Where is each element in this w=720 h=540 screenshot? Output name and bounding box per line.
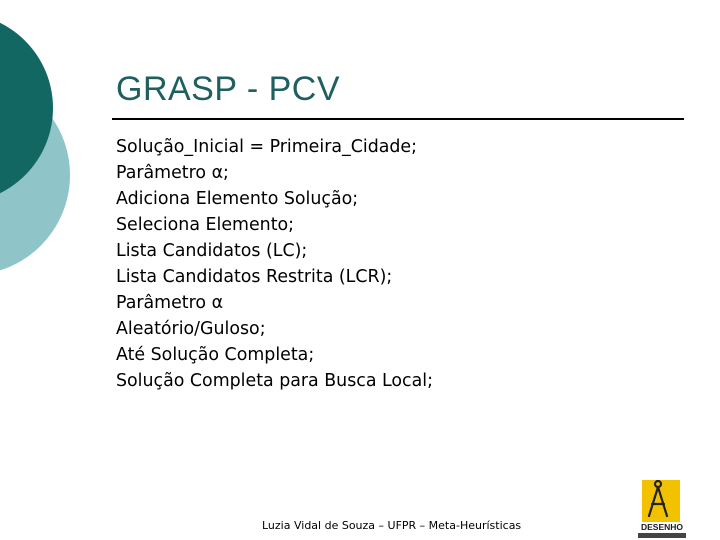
list-item: Parâmetro α; <box>116 163 229 183</box>
content-list <box>116 134 433 394</box>
list-item: Solução_Inicial = Primeira_Cidade; <box>116 137 417 157</box>
logo-text: DESENHO <box>640 522 684 532</box>
list-item: Parâmetro α <box>116 293 224 313</box>
desenho-logo <box>632 476 692 540</box>
list-item: Lista Candidatos Restrita (LCR); <box>116 267 393 287</box>
list-item: Até Solução Completa; <box>116 345 315 365</box>
slide-footer: Luzia Vidal de Souza – UFPR – Meta-Heurísticas <box>262 519 522 532</box>
list-item: Seleciona Elemento; <box>116 215 295 235</box>
title-divider <box>112 118 684 120</box>
slide-title: GRASP - PCV <box>116 70 341 108</box>
list-item: Aleatório/Guloso; <box>116 319 266 339</box>
list-item: Lista Candidatos (LC); <box>116 241 308 261</box>
list-item: Adiciona Elemento Solução; <box>116 189 359 209</box>
decorative-circles <box>0 0 120 300</box>
list-item: Solução Completa para Busca Local; <box>116 371 433 391</box>
